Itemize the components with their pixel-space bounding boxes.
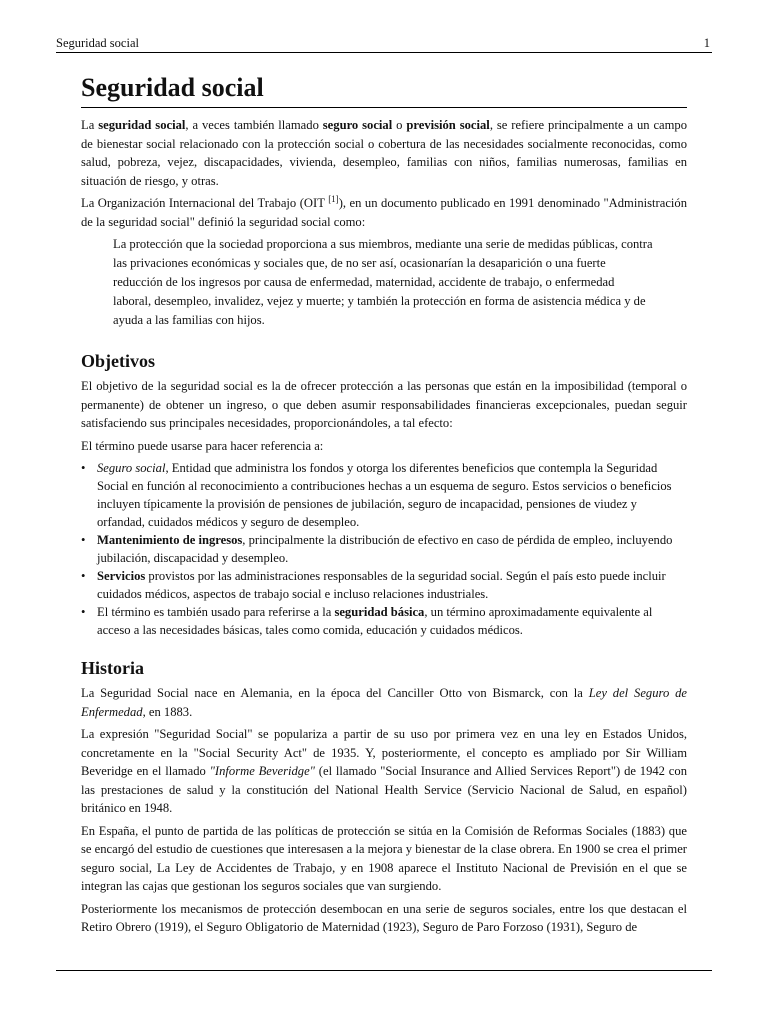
intro-paragraph-1: La seguridad social, a veces también llamado seguro social o previsión social, se refiere principalmente a un campo de bienestar social relacionado con la protección social o cobertura de las necesidades socialmente reconocidas, como salud, pobreza, vejez, discapacidades, vivienda, desempleo, familias con niños, familias numerosas, familias en situación de riesgo, y otras.: [81, 118, 688, 188]
reference-link[interactable]: [1]: [328, 193, 339, 204]
list-item: • Seguro social, Entidad que administra los fondos y otorga los diferentes beneficios que contempla la Seguridad Social en función al reconocimiento a contribuciones hechas a un esquema de seguro. Estos servicios o beneficios incluyen típicamente la provisión de pensiones de jubilación, seguro de incapacidad, pensiones de viudez y orfandad, cuidados médicos y seguro de desempleo.: [81, 461, 672, 529]
list-item: • Mantenimiento de ingresos, principalmente la distribución de efectivo en caso de pérdida de empleo, incluyendo jubilación, discapacidad y desempleo.: [81, 533, 673, 565]
section-heading-objetivos: Objetivos: [81, 351, 155, 371]
bullet-icon: •: [81, 461, 86, 475]
objetivos-paragraph-2: El término puede usarse para hacer referencia a:: [81, 438, 324, 453]
historia-paragraph-4: Posteriormente los mecanismos de protección desembocan en una serie de seguros sociales, entre los que destacan el Retiro Obrero (1919), el Seguro Obligatorio de Maternidad (1923), Seguro de Paro Forzoso (1931), Seguro de: [81, 901, 687, 934]
footer-rule: [56, 970, 712, 971]
historia-paragraph-3: En España, el punto de partida de las políticas de protección se sitúa en la Comisión de Reformas Sociales (1883) que se encargó del estudio de cuestiones que interesasen a la mejora y bienestar de la clase obrera. En 1900 se crea el primer seguro social, La Ley de Accidentes de Trabajo, y en 1908 aparece el Instituto Nacional de Previsión en el que se integran las cajas que gestionan los seguros sociales que van surgiendo.: [81, 823, 687, 893]
section-heading-historia: Historia: [81, 658, 144, 678]
bullet-icon: •: [81, 533, 86, 547]
bullet-icon: •: [81, 569, 86, 583]
list-item: • Servicios provistos por las administraciones responsables de la seguridad social. Según el país esto puede incluir cuidados médicos, aspectos de trabajo social e incluso relaciones industriales.: [81, 569, 666, 601]
page-number: 1: [703, 36, 710, 50]
article-body: [81, 73, 687, 937]
running-header-title: Seguridad social: [56, 36, 139, 50]
historia-paragraph-1: La Seguridad Social nace en Alemania, en la época del Canciller Otto von Bismarck, con la Ley del Seguro de Enfermedad, en 1883.: [81, 686, 687, 719]
intro-paragraph-2: La Organización Internacional del Trabajo (OIT [1]), en un documento publicado en 1991 denominado "Administración de la seguridad social" definió la seguridad social como:: [81, 193, 688, 229]
list-item: • El término es también usado para referirse a la seguridad básica, un término aproximadamente equivalente al acceso a las necesidades básicas, tales como comida, educación y cuidados médicos.: [81, 605, 653, 637]
term-list: [81, 459, 687, 639]
historia-paragraph-2: La expresión "Seguridad Social" se populariza a partir de su uso por primera vez en una ley en Estados Unidos, concretamente en la "Social Security Act" de 1935. Y, posteriormente, el concepto es ampliado por Sir William Beveridge en el llamado "Informe Beveridge" (el llamado "Social Insurance and Allied Services Report") de 1942 con las prestaciones de salud y la constitución del National Health Service (Servicio Nacional de Salud, en español) británico en 1948.: [81, 727, 687, 815]
bullet-icon: •: [81, 605, 86, 619]
running-header: [56, 36, 712, 53]
page-title: Seguridad social: [81, 73, 687, 108]
definition-quote: La protección que la sociedad proporciona a sus miembros, mediante una serie de medidas públicas, contra las privaciones económicas y sociales que, de no ser así, ocasionarían la desaparición o una fuerte reducción de los ingresos por causa de enfermedad, maternidad, accidente de trabajo, o enfermedad laboral, desempleo, invalidez, vejez y muerte; y también la protección en forma de asistencia médica y de ayuda a las familias con hijos.: [113, 237, 653, 327]
objetivos-paragraph-1: El objetivo de la seguridad social es la de ofrecer protección a las personas que están en la imposibilidad (temporal o permanente) de obtener un ingreso, o que deben asumir responsabilidades financieras excepcionales, puedan seguir satisfaciendo sus principales necesidades, proporcionándoles, a tal efecto:: [81, 379, 687, 430]
